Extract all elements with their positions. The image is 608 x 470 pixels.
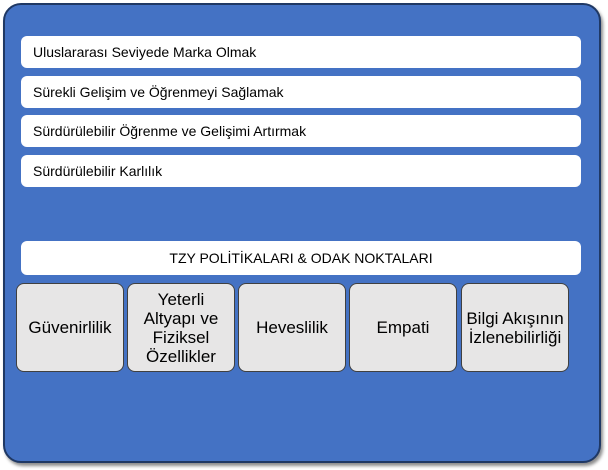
goal-item-profitability: Sürdürülebilir Karlılık (21, 155, 581, 187)
goal-item-brand: Uluslararası Seviyede Marka Olmak (21, 36, 581, 68)
focus-box-infrastructure: Yeterli Altyapı ve Fiziksel Özellikler (127, 283, 235, 372)
policy-header: TZY POLİTİKALARI & ODAK NOKTALARI (21, 241, 581, 275)
goal-item-continuous-learning: Sürekli Gelişim ve Öğrenmeyi Sağlamak (21, 76, 581, 108)
goal-item-sustainable-learning: Sürdürülebilir Öğrenme ve Gelişimi Artırmak (21, 115, 581, 147)
focus-box-reliability: Güvenirlilik (16, 283, 124, 372)
main-panel (3, 3, 601, 463)
focus-box-empathy: Empati (349, 283, 457, 372)
focus-box-enthusiasm: Heveslilik (238, 283, 346, 372)
focus-box-traceability: Bilgi Akışının İzlenebilirliği (461, 283, 569, 372)
